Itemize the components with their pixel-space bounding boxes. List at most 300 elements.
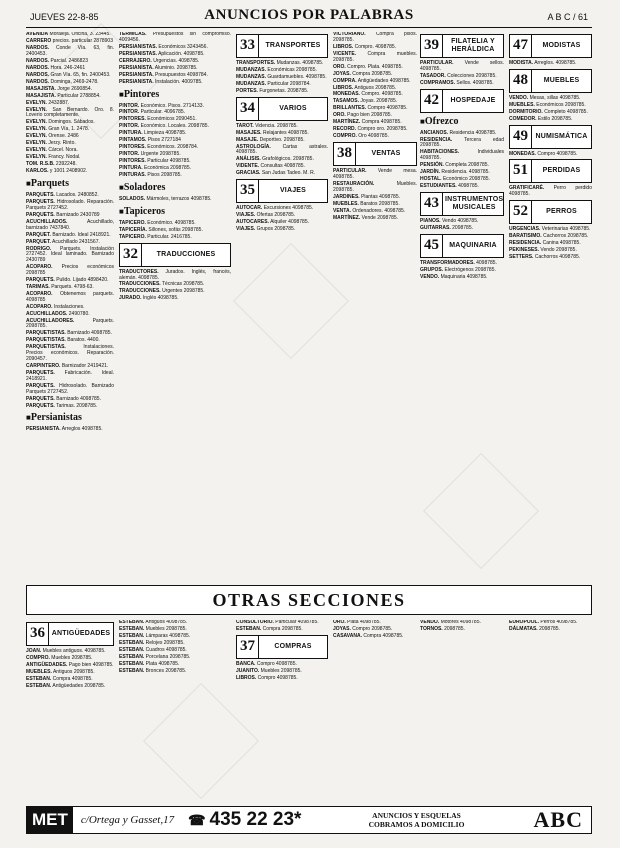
classified-ad bbox=[509, 241, 592, 247]
ad-text: Residencia 4098785. bbox=[449, 129, 497, 136]
section-label: TRANSPORTES bbox=[265, 42, 321, 49]
ad-text: Francy. Nodal. bbox=[48, 154, 81, 161]
ad-keyword: PERSIANISTA. bbox=[119, 64, 154, 71]
ad-text: Muebles. 2098785. bbox=[333, 180, 417, 193]
ad-keyword: EVELYN. bbox=[26, 140, 47, 147]
ad-text: Baratos 2098785. bbox=[360, 200, 400, 207]
ad-text: Urgente 2098785. bbox=[140, 151, 181, 158]
ad-text: Veterinarias 4098785. bbox=[541, 225, 591, 232]
ad-text: Estilo 2098785. bbox=[537, 115, 573, 122]
classified-ad bbox=[236, 669, 328, 675]
classified-ad bbox=[119, 669, 231, 675]
ad-text: Precios económicos 2098785 bbox=[26, 264, 114, 276]
ad-text: Particular. 4096785. bbox=[140, 109, 186, 116]
ad-keyword: EVELYN. bbox=[26, 99, 47, 106]
ad-text: Compro 4098785. bbox=[367, 105, 408, 112]
ad-keyword: LIBROS. bbox=[236, 674, 257, 681]
subsection-heading: ■ Persianistas bbox=[26, 412, 114, 424]
ad-keyword: JUANITO. bbox=[236, 667, 260, 674]
ad-text: Barnizado 4098785. bbox=[67, 330, 112, 337]
ad-text: Compra muebles. 2098785. bbox=[333, 50, 417, 63]
ad-keyword: TOM. R.S.B. bbox=[26, 161, 55, 168]
classified-ad bbox=[333, 106, 417, 112]
ad-text: Económicos 2098785. bbox=[536, 101, 586, 108]
ad-text: Parquets. Instalación 2727452. Ideal laminado. Barnizado 2430789 bbox=[26, 245, 114, 264]
classified-ad bbox=[26, 162, 114, 168]
classified-ad bbox=[236, 68, 328, 74]
ad-keyword: ACOPARO. bbox=[26, 264, 53, 271]
footer-slogan bbox=[307, 811, 525, 829]
classified-ad bbox=[26, 285, 114, 291]
section-number: 37 bbox=[237, 636, 259, 658]
ad-keyword: ESTEBAN. bbox=[119, 660, 145, 667]
classified-ad bbox=[26, 127, 114, 133]
classified-ad bbox=[119, 634, 231, 640]
classified-ad bbox=[26, 240, 114, 246]
classified-ad bbox=[420, 268, 504, 274]
ad-keyword: ACOPARO. bbox=[26, 303, 53, 310]
ad-text: Compro. Plata. 4098785. bbox=[347, 63, 403, 70]
ad-keyword: MUEBLES. bbox=[26, 668, 52, 675]
ad-keyword: PINTOR. bbox=[119, 102, 140, 109]
classified-ad bbox=[119, 289, 231, 295]
ad-keyword: CARPINTERO. bbox=[26, 363, 61, 370]
classified-ad bbox=[119, 124, 231, 130]
ad-keyword: TRANSFORMADORES. bbox=[420, 259, 475, 266]
ad-text: Domingos. Sábados. bbox=[48, 119, 95, 126]
classified-ad bbox=[333, 216, 417, 222]
classified-ad bbox=[509, 61, 592, 67]
ad-text: Antiguos 4098785. bbox=[145, 620, 188, 625]
ad-keyword: DORMITORIO. bbox=[509, 108, 543, 115]
ad-keyword: CERRAJERO. bbox=[119, 57, 152, 64]
ad-keyword: CARRERO bbox=[26, 37, 52, 44]
classified-column-5 bbox=[420, 32, 504, 577]
ad-keyword: URGENCIAS. bbox=[509, 225, 541, 232]
classified-ad bbox=[420, 150, 504, 162]
ad-text: Gran Vía, 1. 2478. bbox=[48, 126, 90, 133]
ad-keyword: SOLADOS. bbox=[119, 196, 146, 203]
ad-keyword: PARQUETISTAS. bbox=[26, 330, 66, 337]
section-header-box bbox=[420, 34, 504, 58]
ad-keyword: ESTEBAN. bbox=[119, 625, 145, 632]
ad-keyword: MASAJE. bbox=[236, 136, 259, 143]
ad-text: Compra 4098785. bbox=[361, 119, 402, 126]
ad-text: Muebles antiguos. 4098785. bbox=[42, 648, 106, 654]
ad-keyword: KARLOS. bbox=[26, 168, 49, 175]
section-header-box bbox=[236, 635, 328, 659]
ad-keyword: PERSIANISTA. bbox=[26, 426, 61, 433]
classified-ad bbox=[26, 331, 114, 337]
classified-ad bbox=[420, 61, 504, 73]
ad-keyword: ANÁLISIS. bbox=[236, 156, 261, 163]
classified-ad bbox=[26, 108, 114, 120]
ad-text: Acuchillado 2431567. bbox=[52, 238, 100, 245]
ad-text: Oro 4098785. bbox=[358, 133, 389, 140]
ad-text: Tarimas. 2098785. bbox=[56, 402, 98, 409]
ad-keyword: MODISTA. bbox=[509, 60, 534, 66]
section-header-box bbox=[119, 243, 231, 267]
ad-text: Económica 2098785. bbox=[144, 165, 191, 172]
ad-text: Compro 4098785. bbox=[257, 674, 298, 681]
ad-text: Moraleja. Oficina, 3. 23445. bbox=[49, 32, 111, 37]
ad-keyword: PARQUETS. bbox=[26, 276, 55, 283]
classified-ad bbox=[236, 82, 328, 88]
classified-ad bbox=[26, 94, 114, 100]
page-header bbox=[26, 5, 592, 28]
ad-text: Plata 4098785. bbox=[145, 660, 180, 667]
ad-text: Motores 4098785. bbox=[440, 620, 481, 625]
subsection-heading: ■ Pintores bbox=[119, 89, 231, 101]
classified-ad bbox=[236, 157, 328, 163]
ad-keyword: GRATIFICARÉ. bbox=[509, 185, 545, 192]
section-label: MAQUINARIA bbox=[449, 241, 497, 249]
ad-text: Inglés 4098785. bbox=[142, 295, 179, 302]
ad-keyword: MONEDAS. bbox=[333, 91, 360, 98]
ad-keyword: RESTAURACIÓN. bbox=[333, 180, 375, 187]
classified-ad bbox=[119, 662, 231, 668]
ad-text: Vende sellos. 4098785. bbox=[420, 60, 504, 72]
ad-keyword: TAROT. bbox=[236, 122, 254, 129]
ad-text: Alquiler 4098785. bbox=[270, 219, 310, 226]
ad-text: Barnizador 2419421. bbox=[61, 363, 109, 370]
ad-text: Pulido. Lijado 4898420. bbox=[56, 276, 109, 283]
ad-text: Sillones, sofás 2098785. bbox=[148, 226, 203, 233]
ad-keyword: AUTOCAR. bbox=[236, 205, 263, 212]
ad-text: precios. particular 2878903 bbox=[52, 37, 113, 44]
classified-ad bbox=[509, 110, 592, 116]
ad-keyword: COMEDOR. bbox=[509, 115, 537, 122]
ad-text: Lámparas 4098785. bbox=[145, 632, 191, 639]
ad-keyword: ESTEBAN. bbox=[119, 620, 145, 625]
classified-ad bbox=[26, 59, 114, 65]
ad-keyword: PINTORES. bbox=[119, 116, 146, 123]
ad-keyword: MONEDAS. bbox=[509, 150, 536, 157]
classified-ad bbox=[119, 641, 231, 647]
classified-ad bbox=[119, 110, 231, 116]
section-label: ANTIGÜEDADES bbox=[51, 630, 111, 637]
ad-text: Antigüedades 4098785. bbox=[357, 77, 411, 84]
section-label: FILATELIA Y HERÁLDICA bbox=[451, 38, 495, 53]
ad-text: Electrógenos 2098785. bbox=[444, 266, 496, 273]
classified-ad bbox=[26, 148, 114, 154]
ad-keyword: ESTUDIANTES. bbox=[420, 183, 457, 190]
ad-text: Compra 4098785. bbox=[363, 632, 404, 639]
ad-text: Compro. 4098785. bbox=[354, 43, 397, 50]
classified-ad bbox=[333, 127, 417, 133]
classified-ad bbox=[26, 213, 114, 219]
ad-text: Jurados. Inglés, francés, alemán. 4098785. bbox=[119, 268, 231, 281]
classified-ad bbox=[26, 169, 114, 175]
ad-text: Urgentes 2098785. bbox=[162, 288, 205, 295]
ad-text: Baratos. 4400. bbox=[67, 337, 100, 344]
ad-text: Muebles 2098785. bbox=[260, 667, 302, 674]
ad-text: 2432887. bbox=[48, 99, 70, 106]
ad-keyword: AUTOCARES. bbox=[236, 219, 269, 226]
ad-text: 2098785. bbox=[444, 625, 465, 632]
ad-text: Grupos 2098785. bbox=[256, 226, 296, 233]
footer-address: c/Ortega y Gasset,17 bbox=[80, 814, 175, 826]
classified-ad bbox=[26, 101, 114, 107]
ad-keyword: ORO. bbox=[333, 63, 346, 70]
classified-ad bbox=[420, 131, 504, 137]
section-label: PERROS bbox=[546, 207, 577, 215]
ad-keyword: ACUCHILLADORES. bbox=[26, 317, 75, 324]
ad-keyword: PARTICULAR. bbox=[420, 60, 454, 66]
ad-text: Muebles 2098785. bbox=[145, 625, 187, 632]
classified-ad bbox=[119, 159, 231, 165]
ad-keyword: ASTROLOGÍA. bbox=[236, 143, 271, 150]
ad-text: Vende 2098785. bbox=[361, 214, 399, 221]
classified-ad bbox=[26, 66, 114, 72]
ad-keyword: ESTEBAN. bbox=[26, 682, 52, 689]
ad-text: Particular 2098784. bbox=[267, 80, 311, 87]
section-label: COMPRAS bbox=[274, 642, 312, 650]
ad-keyword: RESIDENCIA. bbox=[420, 136, 453, 143]
ad-keyword: ESTEBAN. bbox=[119, 639, 145, 646]
classified-column-6 bbox=[509, 32, 592, 577]
classified-ad bbox=[26, 265, 114, 277]
classified-ad bbox=[236, 627, 328, 633]
ad-text: 4098785. bbox=[476, 259, 497, 266]
ad-text: 4098785. bbox=[458, 183, 479, 190]
classified-column-3 bbox=[236, 32, 328, 577]
classified-ad bbox=[26, 305, 114, 311]
classified-ad bbox=[119, 235, 231, 241]
section-header-box bbox=[420, 234, 504, 258]
section-header-box bbox=[333, 142, 417, 166]
classified-ad bbox=[420, 275, 504, 281]
classified-ad bbox=[236, 676, 328, 682]
ad-text: Furgonetas. 2098785. bbox=[259, 87, 309, 94]
ad-text: Pisos 2727184 bbox=[147, 137, 181, 144]
ad-text: Aplicación. 4098785. bbox=[158, 50, 205, 57]
ad-text: Económico. Locales. 2098785. bbox=[140, 123, 209, 130]
subsection-heading: ■ Soladores bbox=[119, 182, 231, 194]
ad-text: Antigüedades 2098785. bbox=[52, 682, 106, 689]
classified-ad bbox=[236, 164, 328, 170]
page-number: A B C / 61 bbox=[547, 12, 588, 22]
classified-ad bbox=[119, 117, 231, 123]
section-title: ANUNCIOS POR PALABRAS bbox=[204, 7, 414, 23]
classified-ad bbox=[26, 345, 114, 362]
classified-ad bbox=[119, 66, 231, 72]
classified-ad bbox=[236, 124, 328, 130]
ad-keyword: ESTEBAN. bbox=[119, 646, 145, 653]
ad-keyword: MASAJES. bbox=[236, 129, 262, 136]
ad-text: Pago bien 2098785. bbox=[347, 112, 392, 119]
classified-ad bbox=[509, 248, 592, 254]
ad-text: Hora. 246-2461 bbox=[50, 64, 86, 71]
bottom-column-4 bbox=[333, 620, 417, 800]
ad-text: Arreglos. 4098785. bbox=[534, 60, 577, 66]
ad-text: 2490780. bbox=[68, 310, 90, 317]
classified-ad bbox=[333, 99, 417, 105]
ad-keyword: PARQUETISTAS. bbox=[26, 337, 66, 344]
classified-ad bbox=[333, 72, 417, 78]
classified-ad bbox=[333, 65, 417, 71]
other-sections-banner: OTRAS SECCIONES bbox=[26, 585, 592, 615]
ad-keyword: HABITACIONES. bbox=[420, 149, 460, 156]
section-header-box bbox=[509, 159, 592, 183]
ad-text: Jerzy. Rinto. bbox=[48, 140, 76, 147]
ad-text: Relajantes 4098785. bbox=[262, 129, 309, 136]
ad-text: Acuchillado, barnizado 7437840. bbox=[26, 218, 114, 231]
classified-ad bbox=[420, 170, 504, 176]
classified-ad bbox=[420, 261, 504, 267]
classified-ad bbox=[509, 234, 592, 240]
ad-text: Perros 4098785. bbox=[540, 620, 578, 625]
ad-keyword: COMPRAMOS. bbox=[420, 79, 455, 86]
ad-text: Pago bien 4098785. bbox=[68, 661, 114, 668]
classified-ad bbox=[119, 221, 231, 227]
ad-keyword: BANCA. bbox=[236, 660, 256, 667]
ad-keyword: RESIDENCIA. bbox=[509, 239, 542, 246]
ad-keyword: PERSIANISTA. bbox=[119, 71, 154, 78]
ad-text: Sellos. 4098785. bbox=[456, 79, 494, 86]
classified-ad bbox=[333, 195, 417, 201]
ad-keyword: DÁLMATAS. bbox=[509, 625, 538, 632]
ad-keyword: NARDOS. bbox=[26, 57, 50, 64]
ad-keyword: EVELYN. bbox=[26, 119, 47, 126]
ad-text: San Bernardo. Oro. 8. Loverio completamente. bbox=[26, 106, 114, 119]
ad-text: Individuales 4098785. bbox=[420, 149, 504, 162]
classified-ad bbox=[26, 200, 114, 212]
ad-keyword: PARQUET. bbox=[26, 238, 51, 245]
classified-ad bbox=[236, 220, 328, 226]
ad-keyword: JARDÍN. bbox=[420, 169, 441, 176]
ad-keyword: PARQUETISTAS. bbox=[26, 344, 66, 351]
classified-ad bbox=[26, 656, 114, 662]
ad-text: Tercera edad 2098785. bbox=[420, 136, 504, 149]
ad-text: Grafológicos. 2098785. bbox=[262, 156, 314, 163]
classified-ad bbox=[26, 684, 114, 690]
ad-text: Económicos 2090451. bbox=[147, 116, 197, 123]
ad-keyword: BRILLANTES. bbox=[333, 105, 367, 112]
classified-ad bbox=[26, 193, 114, 199]
ad-keyword: MUDANZAS. bbox=[236, 80, 266, 87]
subsection-heading: ■ Tapiceros bbox=[119, 206, 231, 218]
ad-text: 2098785. bbox=[539, 625, 560, 632]
section-header-box bbox=[509, 125, 592, 149]
ad-keyword: PERSIANISTAS. bbox=[119, 43, 157, 50]
ad-keyword: PEKINESES. bbox=[509, 246, 540, 253]
ad-text: Conde Vía. 63, fin. 2400453. bbox=[26, 44, 114, 57]
ad-text: Relojes 2098785. bbox=[145, 639, 185, 646]
section-number: 39 bbox=[421, 35, 443, 57]
section-label: HOSPEDAJE bbox=[450, 96, 496, 104]
ad-keyword: ANTIGÜEDADES. bbox=[26, 661, 68, 668]
ad-keyword: PERSIANISTAS. bbox=[119, 50, 157, 57]
ad-keyword: ESTEBAN. bbox=[119, 632, 145, 639]
ad-text: Mudanzas. 4098785. bbox=[276, 60, 324, 66]
met-logo: MET bbox=[27, 807, 73, 833]
classified-ad bbox=[333, 79, 417, 85]
ad-text: Económicos 3243456. bbox=[158, 43, 208, 50]
classified-ad bbox=[119, 80, 231, 86]
ad-keyword: VIAJES. bbox=[236, 212, 256, 219]
ad-text: Hidrosolado. Reparación. Parquets 2727452. bbox=[26, 199, 114, 211]
ad-keyword: MARTÍNEZ. bbox=[333, 214, 361, 221]
ad-text: Lacados. 2480852. bbox=[56, 192, 99, 199]
classified-ad bbox=[420, 81, 504, 87]
ad-keyword: ESTEBAN. bbox=[119, 667, 145, 674]
classified-ad bbox=[26, 427, 114, 433]
ad-text: Urgencias. 4098785. bbox=[153, 57, 200, 64]
ad-keyword: TAPICERÍA. bbox=[119, 226, 147, 233]
ad-keyword: LIBROS. bbox=[333, 84, 354, 91]
ad-text: Vendo 2098785. bbox=[540, 246, 577, 253]
classified-ad bbox=[119, 620, 231, 626]
bottom-column-5 bbox=[420, 620, 504, 800]
section-number: 32 bbox=[120, 244, 142, 266]
ad-text: Cachorros 4098785. bbox=[534, 253, 581, 260]
section-number: 45 bbox=[421, 235, 443, 257]
ad-text: Guardamuebles. 4098785. bbox=[267, 73, 327, 80]
ad-text: Compro 4098785. bbox=[256, 660, 297, 667]
ad-keyword: EUROPOOL. bbox=[509, 620, 540, 625]
ad-text: Gran Vía. 65, fin. 2400453. bbox=[50, 71, 111, 78]
classified-ad bbox=[333, 52, 417, 64]
subsection-heading: ■ Parquets bbox=[26, 178, 114, 190]
bottom-column-6 bbox=[509, 620, 592, 800]
classified-ad bbox=[236, 171, 328, 177]
section-label: MUEBLES bbox=[543, 76, 580, 84]
classified-ad bbox=[26, 87, 114, 93]
ad-keyword: PARQUET. bbox=[26, 231, 51, 238]
ad-text: Obtenemos parquets. 4098785 bbox=[26, 290, 114, 303]
classified-column-4 bbox=[333, 32, 417, 577]
classified-ad bbox=[119, 138, 231, 144]
classified-ad bbox=[509, 255, 592, 261]
ad-keyword: ESTEBAN. bbox=[26, 675, 52, 682]
classified-column-2 bbox=[119, 32, 231, 577]
ad-text: Barnizado 2430789 bbox=[56, 211, 100, 218]
footer-advert bbox=[26, 806, 592, 834]
ad-keyword: GRACIAS. bbox=[236, 170, 261, 177]
ad-text: Videncia. 2098785. bbox=[255, 122, 298, 129]
ad-keyword: AVENIDA bbox=[26, 32, 49, 37]
ad-keyword: VENDO. bbox=[509, 94, 529, 101]
ad-keyword: TÉRMICAS. bbox=[119, 32, 147, 37]
section-label: VARIOS bbox=[279, 104, 307, 112]
section-header-box bbox=[509, 69, 592, 93]
classified-ad bbox=[333, 86, 417, 92]
section-number: 52 bbox=[510, 201, 532, 223]
section-header-box bbox=[420, 89, 504, 113]
ad-keyword: PIANOS. bbox=[420, 217, 441, 224]
section-number: 42 bbox=[421, 90, 443, 112]
classified-ad bbox=[236, 662, 328, 668]
classified-ad bbox=[119, 655, 231, 661]
ad-keyword: COMPRO. bbox=[333, 133, 357, 140]
ad-text: Ordenadores. 4098785. bbox=[352, 207, 406, 214]
ad-text: Bronces 2098785. bbox=[145, 667, 187, 674]
ad-keyword: GRUPOS. bbox=[420, 266, 444, 273]
ad-text: Antiguos 2098785. bbox=[52, 668, 95, 675]
ad-keyword: MUDANZAS. bbox=[236, 73, 266, 80]
classified-ad bbox=[119, 104, 231, 110]
section-label: TRADUCCIONES bbox=[156, 250, 216, 258]
classified-ad bbox=[333, 209, 417, 215]
classified-ad bbox=[420, 138, 504, 150]
ad-text: Plantas 4098785. bbox=[361, 193, 400, 200]
ad-keyword: PARQUETS. bbox=[26, 382, 55, 389]
classified-ad bbox=[420, 219, 504, 225]
classified-ad bbox=[333, 182, 417, 194]
ad-keyword: PARQUETS. bbox=[26, 370, 55, 376]
classified-column-1 bbox=[26, 32, 114, 577]
